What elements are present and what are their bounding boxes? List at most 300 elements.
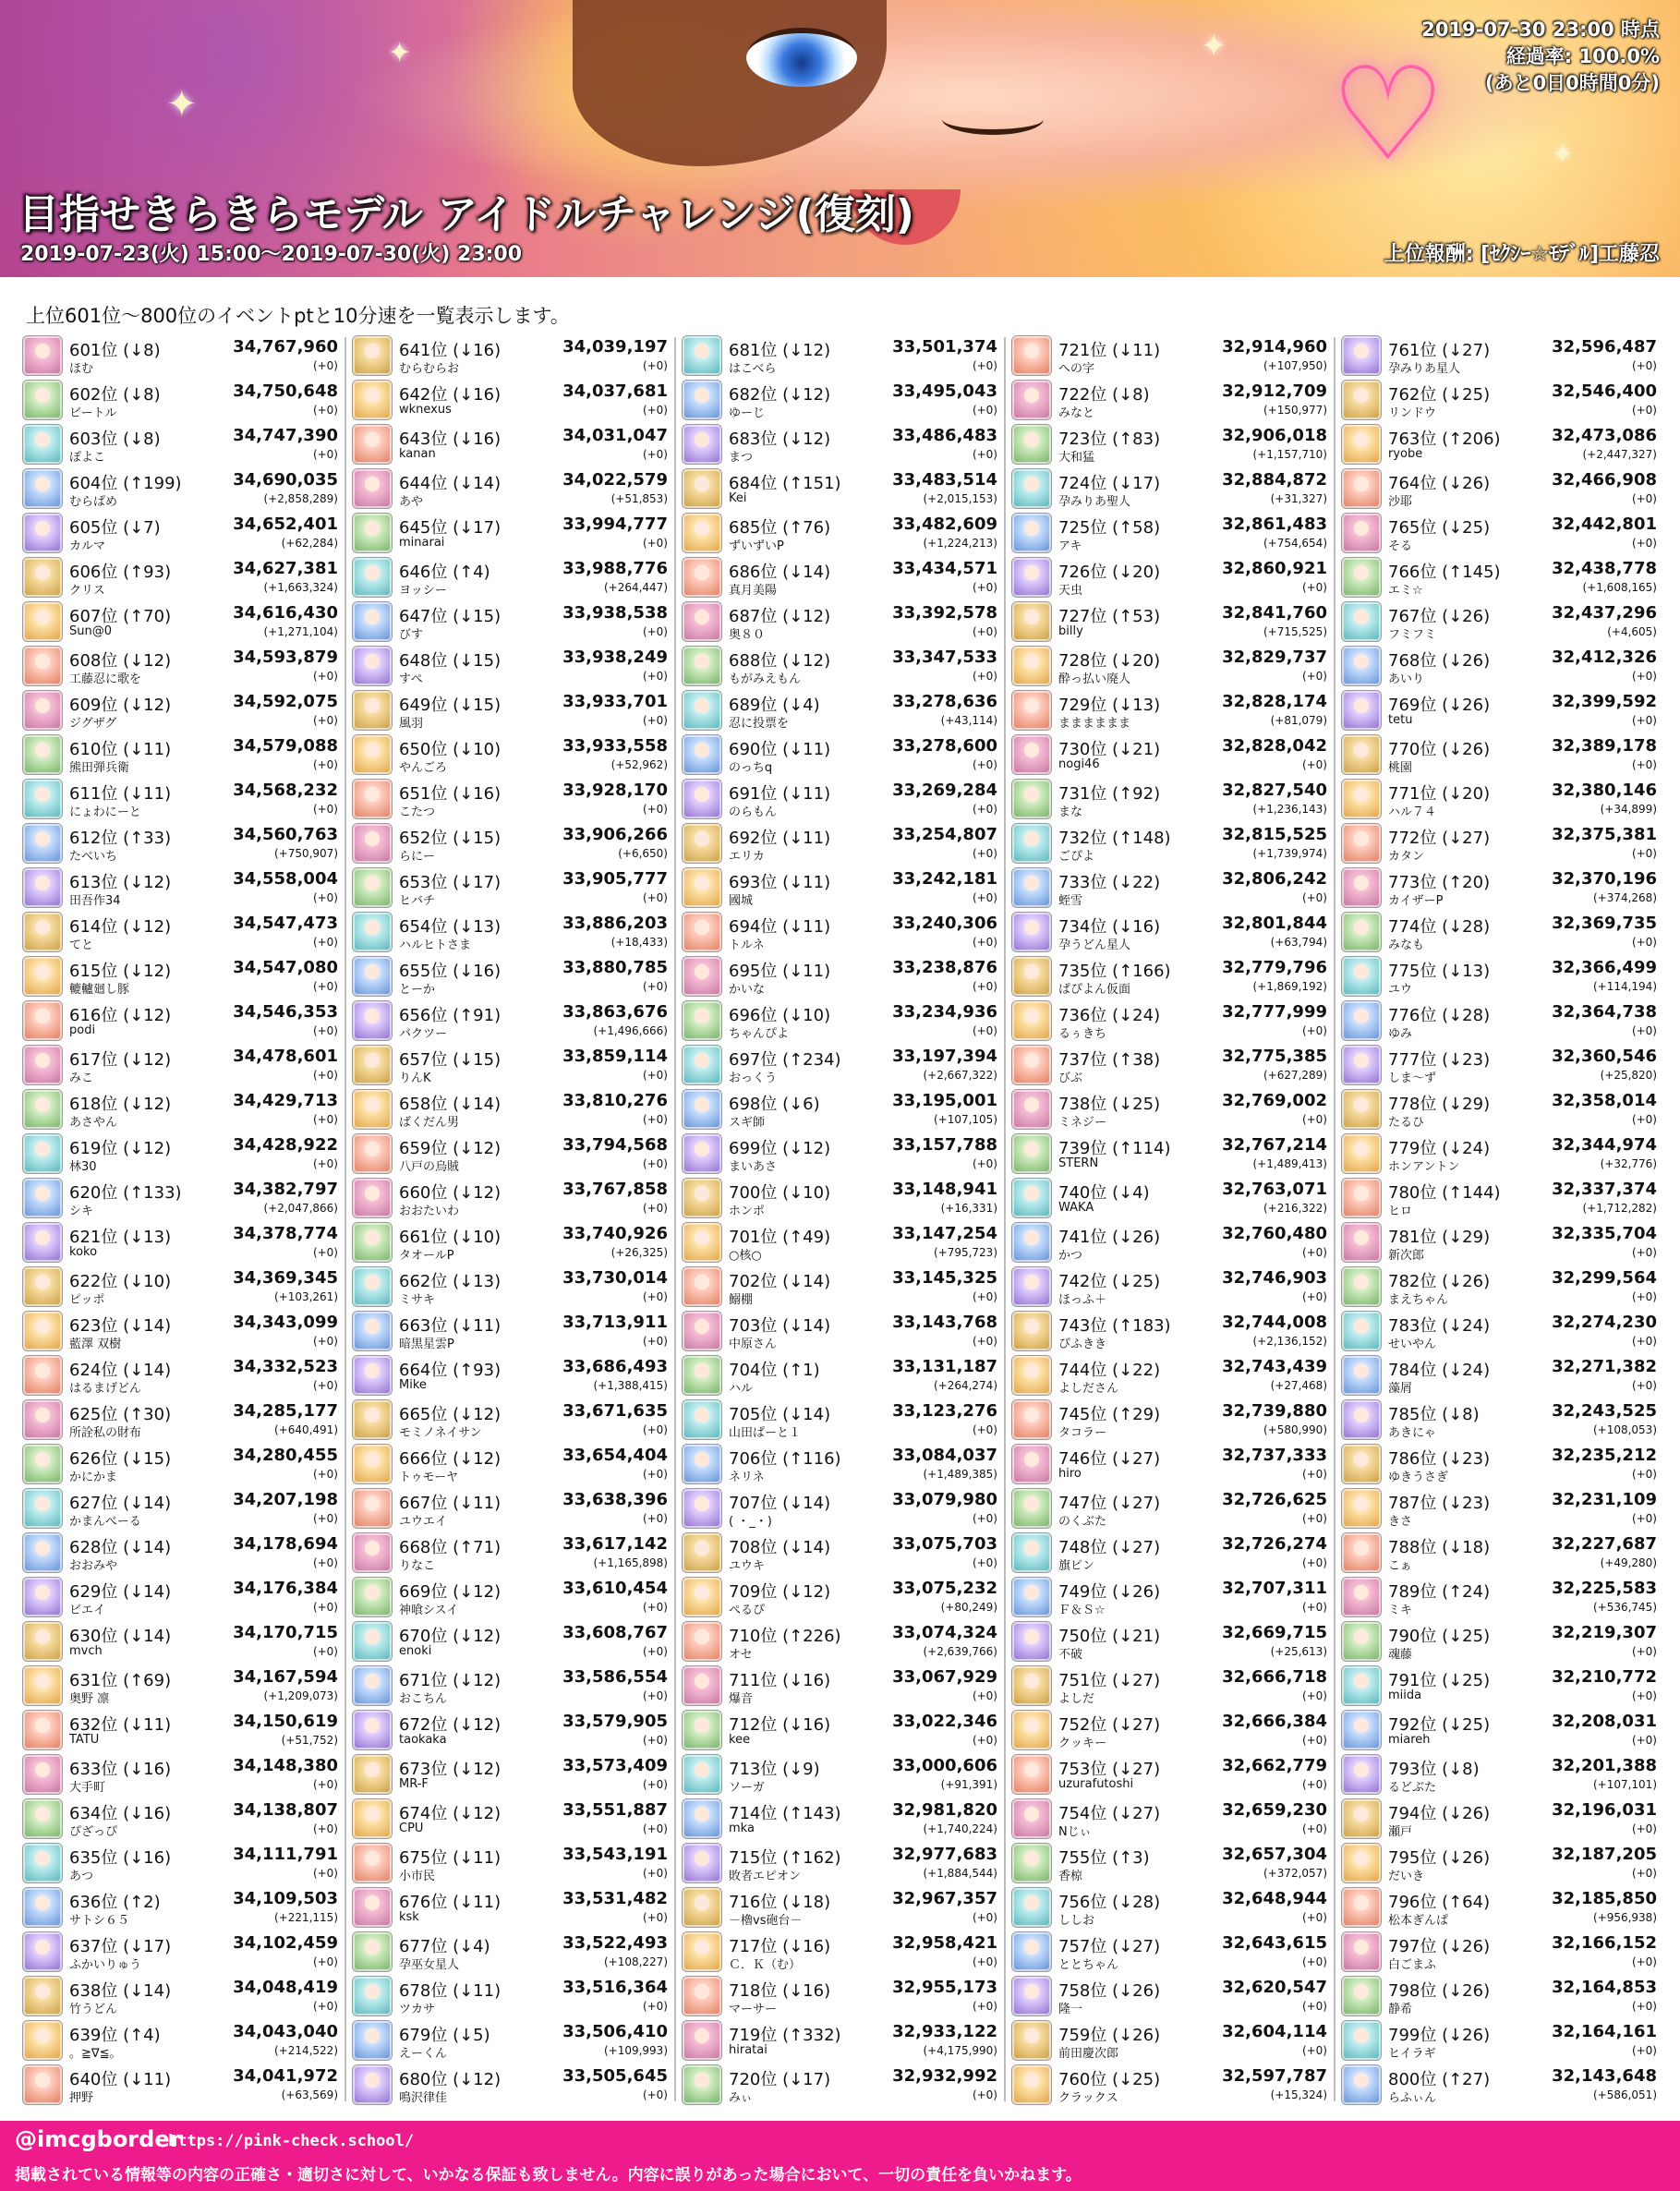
ten-minute-speed: (+0) — [972, 1335, 997, 1348]
idol-avatar-icon — [1012, 1799, 1051, 1838]
idol-avatar-icon — [1012, 1312, 1051, 1350]
entry-text-block — [729, 1309, 997, 1353]
entry-text-block — [729, 2063, 997, 2107]
ten-minute-speed: (+108,053) — [1592, 1423, 1657, 1436]
ranking-entry — [23, 1575, 338, 1619]
player-name: フミフミ — [1388, 628, 1437, 642]
player-name: ぽよこ — [69, 451, 106, 465]
ten-minute-speed: (+0) — [312, 980, 338, 993]
ten-minute-speed: (+0) — [312, 758, 338, 771]
ranking-entry — [683, 1043, 997, 1087]
ten-minute-speed: (+0) — [642, 1867, 668, 1880]
ten-minute-speed: (+0) — [312, 1867, 338, 1880]
ranking-entry — [23, 999, 338, 1043]
ranking-entry — [1012, 910, 1327, 954]
ten-minute-speed: (+0) — [312, 803, 338, 816]
ranking-entry — [1342, 599, 1657, 644]
idol-avatar-icon — [23, 1755, 62, 1794]
player-name: はこべら — [729, 362, 777, 376]
rank-label: 685位 (↑76) — [729, 518, 831, 538]
ten-minute-speed: (+0) — [312, 1822, 338, 1835]
event-points: 33,938,249 — [562, 648, 668, 667]
ranking-column — [683, 333, 997, 2107]
entry-text-block — [399, 821, 668, 866]
ranking-entry — [1012, 821, 1327, 866]
ranking-entry — [353, 1132, 668, 1176]
ten-minute-speed: (+51,752) — [281, 1734, 338, 1747]
idol-avatar-icon — [1342, 1977, 1381, 2015]
ten-minute-speed: (+536,745) — [1592, 1601, 1657, 1614]
ranking-entry — [1342, 1132, 1657, 1176]
ranking-entry — [1342, 777, 1657, 821]
rank-label: 642位 (↓16) — [399, 385, 502, 405]
entry-text-block — [1388, 777, 1657, 821]
idol-avatar-icon — [23, 1711, 62, 1749]
ranking-entry — [23, 2063, 338, 2107]
player-name: ハル — [729, 1382, 754, 1396]
event-points: 33,933,558 — [562, 736, 668, 756]
ten-minute-speed: (+0) — [312, 1556, 338, 1569]
entry-text-block — [399, 732, 668, 777]
entry-text-block — [729, 1043, 997, 1087]
player-name: タオールP — [399, 1249, 454, 1263]
rank-label: 659位 (↓12) — [399, 1139, 502, 1158]
ten-minute-speed: (+1,663,324) — [263, 581, 338, 594]
ranking-entry — [353, 1752, 668, 1797]
player-name: のくぶた — [1058, 1515, 1107, 1529]
event-points: 34,627,381 — [233, 559, 338, 578]
ranking-entry — [1342, 333, 1657, 378]
page-description: 上位601位～800位のイベントptと10分速を一覧表示します。 — [26, 305, 570, 327]
ten-minute-speed: (+1,209,073) — [263, 1689, 338, 1702]
entry-text-block — [399, 1930, 668, 1974]
ranking-entry — [1012, 1575, 1327, 1619]
ranking-entry — [353, 821, 668, 866]
idol-avatar-icon — [1012, 2021, 1051, 2060]
rank-label: 755位 (↑3) — [1058, 1848, 1150, 1868]
entry-text-block — [399, 1309, 668, 1353]
idol-avatar-icon — [23, 1134, 62, 1173]
entry-text-block — [729, 1087, 997, 1132]
player-name: エミ☆ — [1388, 584, 1423, 598]
ten-minute-speed: (+0) — [642, 1778, 668, 1791]
entry-text-block — [69, 1398, 338, 1442]
entry-text-block — [1388, 1486, 1657, 1531]
ranking-entry — [23, 1398, 338, 1442]
player-name: ホンポ — [729, 1204, 766, 1218]
rank-label: 718位 (↓16) — [729, 1981, 831, 2001]
idol-avatar-icon — [353, 1001, 392, 1040]
ranking-entry — [683, 732, 997, 777]
player-name: 奥８０ — [729, 628, 766, 642]
idol-avatar-icon — [683, 780, 721, 818]
player-name: にょわにーと — [69, 805, 141, 819]
ranking-entry — [23, 1531, 338, 1575]
event-points: 32,662,779 — [1222, 1756, 1327, 1775]
ten-minute-speed: (+0) — [1631, 1867, 1657, 1880]
player-name: 風羽 — [399, 717, 424, 731]
entry-text-block — [69, 1974, 338, 2018]
idol-avatar-icon — [1342, 1179, 1381, 1217]
event-points: 33,075,703 — [892, 1534, 997, 1554]
ten-minute-speed: (+1,236,143) — [1252, 803, 1327, 816]
entry-text-block — [729, 1442, 997, 1486]
ten-minute-speed: (+0) — [642, 1157, 668, 1170]
ranking-entry — [683, 378, 997, 422]
player-name: のっちq — [729, 761, 773, 775]
player-name: ほっふ＋ — [1058, 1293, 1107, 1307]
event-points: 32,828,174 — [1222, 692, 1327, 711]
rank-label: 766位 (↑145) — [1388, 563, 1501, 582]
ten-minute-speed: (+0) — [1631, 1024, 1657, 1037]
ranking-entry — [1342, 1265, 1657, 1309]
entry-text-block — [399, 599, 668, 644]
event-points: 34,285,177 — [233, 1401, 338, 1421]
idol-avatar-icon — [1342, 558, 1381, 597]
ranking-entry — [23, 378, 338, 422]
idol-avatar-icon — [23, 1489, 62, 1528]
site-url-link[interactable]: https://pink-check.school/ — [168, 2132, 415, 2150]
rank-label: 751位 (↓27) — [1058, 1671, 1161, 1690]
rank-label: 758位 (↓26) — [1058, 1981, 1161, 2001]
idol-avatar-icon — [1012, 1932, 1051, 1971]
event-points: 32,196,031 — [1552, 1800, 1657, 1820]
entry-text-block — [399, 1619, 668, 1664]
idol-avatar-icon — [353, 1622, 392, 1661]
event-points: 34,039,197 — [562, 337, 668, 357]
ranking-entry — [353, 1486, 668, 1531]
event-points: 34,690,035 — [233, 470, 338, 490]
rank-label: 795位 (↓26) — [1388, 1848, 1491, 1868]
ten-minute-speed: (+52,962) — [610, 758, 668, 771]
rank-label: 662位 (↓13) — [399, 1272, 502, 1291]
player-name: TATU — [69, 1733, 100, 1747]
event-points: 34,547,080 — [233, 958, 338, 977]
ranking-entry — [353, 1043, 668, 1087]
ranking-entry — [683, 1797, 997, 1841]
rank-label: 664位 (↑93) — [399, 1361, 502, 1380]
player-name: 藍澤 双樹 — [69, 1338, 122, 1351]
entry-text-block — [399, 954, 668, 999]
rank-label: 750位 (↓21) — [1058, 1627, 1161, 1646]
idol-avatar-icon — [1012, 1400, 1051, 1439]
entry-text-block — [729, 1974, 997, 2018]
event-points: 33,505,645 — [562, 2066, 668, 2086]
ten-minute-speed: (+0) — [972, 1157, 997, 1170]
idol-avatar-icon — [1012, 1179, 1051, 1217]
ten-minute-speed: (+580,990) — [1263, 1423, 1327, 1436]
ten-minute-speed: (+49,280) — [1600, 1556, 1657, 1569]
idol-avatar-icon — [683, 957, 721, 996]
idol-avatar-icon — [1342, 913, 1381, 951]
ranking-entry — [683, 1619, 997, 1664]
event-points: 32,596,487 — [1552, 337, 1657, 357]
idol-avatar-icon — [353, 1932, 392, 1971]
ranking-entry — [23, 1265, 338, 1309]
idol-avatar-icon — [23, 2021, 62, 2060]
ten-minute-speed: (+0) — [1631, 758, 1657, 771]
idol-avatar-icon — [23, 514, 62, 552]
rank-label: 781位 (↓29) — [1388, 1228, 1491, 1247]
rank-label: 773位 (↑20) — [1388, 873, 1491, 892]
ten-minute-speed: (+1,271,104) — [263, 625, 338, 638]
ranking-entry — [1342, 1531, 1657, 1575]
entry-text-block — [1388, 1708, 1657, 1752]
ranking-entry — [1012, 1220, 1327, 1265]
ten-minute-speed: (+1,712,282) — [1582, 1202, 1657, 1215]
ranking-entry — [683, 1132, 997, 1176]
ten-minute-speed: (+108,227) — [603, 1955, 668, 1968]
time-remaining: (あと0日0時間0分) — [1484, 72, 1660, 94]
player-name: －櫓vs砲台－ — [729, 1914, 803, 1928]
idol-avatar-icon — [683, 1267, 721, 1306]
idol-avatar-icon — [353, 336, 392, 375]
event-points: 32,707,311 — [1222, 1579, 1327, 1598]
player-name: びぶ — [1058, 1071, 1083, 1085]
event-points: 32,143,648 — [1552, 2066, 1657, 2086]
rank-label: 641位 (↓16) — [399, 341, 502, 360]
ranking-entry — [683, 1265, 997, 1309]
snapshot-timestamp: 2019-07-30 23:00 時点 — [1421, 18, 1660, 41]
event-points: 33,654,404 — [562, 1446, 668, 1465]
entry-text-block — [729, 777, 997, 821]
player-name: 奥野 凛 — [69, 1692, 110, 1706]
ten-minute-speed: (+374,268) — [1592, 891, 1657, 904]
rank-label: 799位 (↓26) — [1388, 2026, 1491, 2045]
idol-avatar-icon — [683, 1844, 721, 1882]
ranking-entry — [23, 1176, 338, 1220]
ten-minute-speed: (+0) — [642, 1689, 668, 1702]
ranking-entry — [353, 378, 668, 422]
player-name: トルネ — [729, 938, 765, 952]
ten-minute-speed: (+0) — [972, 2088, 997, 2101]
idol-avatar-icon — [23, 1090, 62, 1129]
idol-avatar-icon — [23, 1666, 62, 1705]
player-name: ハルヒトさま — [399, 938, 472, 952]
event-points: 34,031,047 — [562, 426, 668, 445]
player-name: ピッポ — [69, 1293, 105, 1307]
event-points: 33,794,568 — [562, 1135, 668, 1155]
player-name: るどぶた — [1388, 1781, 1437, 1795]
player-name: ○核○ — [729, 1249, 762, 1263]
ten-minute-speed: (+0) — [642, 1911, 668, 1924]
player-name: かいな — [729, 983, 766, 997]
entry-text-block — [1388, 511, 1657, 555]
ten-minute-speed: (+27,468) — [1270, 1379, 1327, 1392]
ranking-entry — [1012, 1043, 1327, 1087]
player-name: はるまげどん — [69, 1382, 142, 1396]
rank-label: 760位 (↓25) — [1058, 2070, 1161, 2089]
idol-avatar-icon — [683, 691, 721, 730]
event-points: 33,905,777 — [562, 869, 668, 889]
entry-text-block — [69, 1708, 338, 1752]
idol-avatar-icon — [1012, 381, 1051, 419]
ranking-entry — [353, 599, 668, 644]
player-name: billy — [1058, 624, 1083, 638]
ten-minute-speed: (+1,496,666) — [593, 1024, 668, 1037]
idol-avatar-icon — [683, 2021, 721, 2060]
ranking-entry — [353, 555, 668, 599]
ten-minute-speed: (+31,327) — [1270, 492, 1327, 505]
idol-avatar-icon — [23, 1622, 62, 1661]
event-points: 33,880,785 — [562, 958, 668, 977]
rank-label: 690位 (↓11) — [729, 740, 831, 759]
idol-avatar-icon — [1342, 691, 1381, 730]
idol-avatar-icon — [1342, 1134, 1381, 1173]
entry-text-block — [69, 1486, 338, 1531]
event-points: 32,760,480 — [1222, 1224, 1327, 1243]
ranking-entry — [23, 599, 338, 644]
ten-minute-speed: (+43,114) — [940, 714, 997, 727]
entry-text-block — [69, 1531, 338, 1575]
ranking-entry — [683, 1664, 997, 1708]
player-name: mka — [729, 1822, 755, 1835]
ten-minute-speed: (+795,723) — [933, 1246, 997, 1259]
ranking-entry — [1342, 1930, 1657, 1974]
ranking-entry — [1012, 1930, 1327, 1974]
event-points: 32,827,540 — [1222, 781, 1327, 800]
player-name: かにかま — [69, 1471, 118, 1484]
event-points: 33,767,858 — [562, 1180, 668, 1199]
ten-minute-speed: (+0) — [642, 1290, 668, 1303]
ranking-entry — [23, 1885, 338, 1930]
rank-label: 732位 (↑148) — [1058, 829, 1171, 848]
rank-label: 692位 (↓11) — [729, 829, 831, 848]
rank-label: 658位 (↓14) — [399, 1095, 502, 1114]
ten-minute-speed: (+0) — [642, 1069, 668, 1082]
event-points: 32,243,525 — [1552, 1401, 1657, 1421]
idol-avatar-icon — [353, 1356, 392, 1395]
rank-label: 719位 (↑332) — [729, 2026, 841, 2045]
ranking-entry — [353, 1398, 668, 1442]
idol-avatar-icon — [1012, 1090, 1051, 1129]
idol-avatar-icon — [1012, 1445, 1051, 1483]
ten-minute-speed: (+2,047,866) — [263, 1202, 338, 1215]
ranking-entry — [683, 1309, 997, 1353]
idol-avatar-icon — [23, 1001, 62, 1040]
ranking-entry — [1342, 954, 1657, 999]
player-name: おおたいわ — [399, 1204, 460, 1218]
idol-avatar-icon — [1012, 514, 1051, 552]
ten-minute-speed: (+0) — [1301, 1911, 1327, 1924]
entry-text-block — [729, 1930, 997, 1974]
entry-text-block — [1058, 1708, 1327, 1752]
ranking-entry — [1342, 1708, 1657, 1752]
event-points: 32,884,872 — [1222, 470, 1327, 490]
twitter-handle-link[interactable]: @imcgborder — [15, 2126, 181, 2152]
entry-text-block — [1058, 688, 1327, 732]
player-name: ユウ — [1388, 983, 1413, 997]
ten-minute-speed: (+214,522) — [273, 2044, 338, 2057]
player-name: しま～ず — [1388, 1071, 1437, 1085]
rank-label: 734位 (↓16) — [1058, 917, 1161, 937]
ranking-column — [1342, 333, 1657, 2107]
entry-text-block — [729, 1885, 997, 1930]
event-points: 32,779,796 — [1222, 958, 1327, 977]
player-name: 魂藤 — [1388, 1648, 1413, 1662]
idol-avatar-icon — [1342, 514, 1381, 552]
event-points: 34,378,774 — [233, 1224, 338, 1243]
top-reward: 上位報酬: [ｾｸｼｰ☆ﾓﾃﾞﾙ]工藤忍 — [1384, 243, 1660, 266]
idol-avatar-icon — [353, 2021, 392, 2060]
ranking-entry — [683, 466, 997, 511]
event-points: 32,657,304 — [1222, 1845, 1327, 1864]
ten-minute-speed: (+26,325) — [610, 1246, 668, 1259]
ranking-entry — [1012, 688, 1327, 732]
player-name: たべいち — [69, 850, 118, 864]
ten-minute-speed: (+715,525) — [1263, 625, 1327, 638]
player-name: そる — [1388, 539, 1413, 553]
entry-text-block — [729, 1619, 997, 1664]
idol-avatar-icon — [353, 1312, 392, 1350]
ranking-entry — [683, 1087, 997, 1132]
rank-label: 735位 (↑166) — [1058, 962, 1171, 981]
ten-minute-speed: (+0) — [972, 2000, 997, 2013]
ranking-entry — [683, 599, 997, 644]
ranking-entry — [23, 954, 338, 999]
event-points: 33,551,887 — [562, 1800, 668, 1820]
entry-text-block — [399, 1575, 668, 1619]
ten-minute-speed: (+0) — [1301, 1689, 1327, 1702]
entry-text-block — [1058, 821, 1327, 866]
entry-text-block — [1058, 1486, 1327, 1531]
ranking-entry — [1342, 688, 1657, 732]
player-name: ネリネ — [729, 1471, 765, 1484]
event-points: 32,648,944 — [1222, 1889, 1327, 1908]
player-name: nogi46 — [1058, 757, 1100, 771]
entry-text-block — [729, 1797, 997, 1841]
rank-label: 791位 (↓25) — [1388, 1671, 1491, 1690]
entry-text-block — [729, 999, 997, 1043]
event-points: 34,280,455 — [233, 1446, 338, 1465]
ranking-entry — [1342, 378, 1657, 422]
entry-text-block — [399, 910, 668, 954]
player-name: 天虫 — [1058, 584, 1083, 598]
entry-text-block — [1388, 422, 1657, 466]
entry-text-block — [1388, 1797, 1657, 1841]
ranking-entry — [353, 644, 668, 688]
idol-avatar-icon — [1012, 1223, 1051, 1262]
ranking-entry — [683, 1841, 997, 1885]
idol-avatar-icon — [1342, 735, 1381, 774]
ranking-entry — [1012, 599, 1327, 644]
event-points: 33,123,276 — [892, 1401, 997, 1421]
entry-text-block — [1388, 466, 1657, 511]
ten-minute-speed: (+1,165,898) — [593, 1556, 668, 1569]
event-points: 33,074,324 — [892, 1623, 997, 1642]
ten-minute-speed: (+956,938) — [1592, 1911, 1657, 1924]
ten-minute-speed: (+1,884,544) — [923, 1867, 997, 1880]
player-name: サトシ６５ — [69, 1914, 130, 1928]
ten-minute-speed: (+0) — [972, 1734, 997, 1747]
ranking-entry — [1342, 1087, 1657, 1132]
ranking-entry — [683, 1398, 997, 1442]
ten-minute-speed: (+25,613) — [1270, 1645, 1327, 1658]
idol-avatar-icon — [23, 381, 62, 419]
event-points: 32,912,709 — [1222, 381, 1327, 401]
ranking-entry — [1012, 1841, 1327, 1885]
rank-label: 775位 (↓13) — [1388, 962, 1491, 981]
player-name: wknexus — [399, 403, 452, 417]
player-name: 大手町 — [69, 1781, 106, 1795]
rank-label: 623位 (↓14) — [69, 1316, 172, 1336]
player-name: たるひ — [1388, 1116, 1425, 1130]
idol-avatar-icon — [1012, 1977, 1051, 2015]
ten-minute-speed: (+0) — [1301, 1556, 1327, 1569]
ten-minute-speed: (+0) — [1301, 758, 1327, 771]
event-points: 33,254,807 — [892, 825, 997, 844]
event-points: 34,102,459 — [233, 1933, 338, 1953]
